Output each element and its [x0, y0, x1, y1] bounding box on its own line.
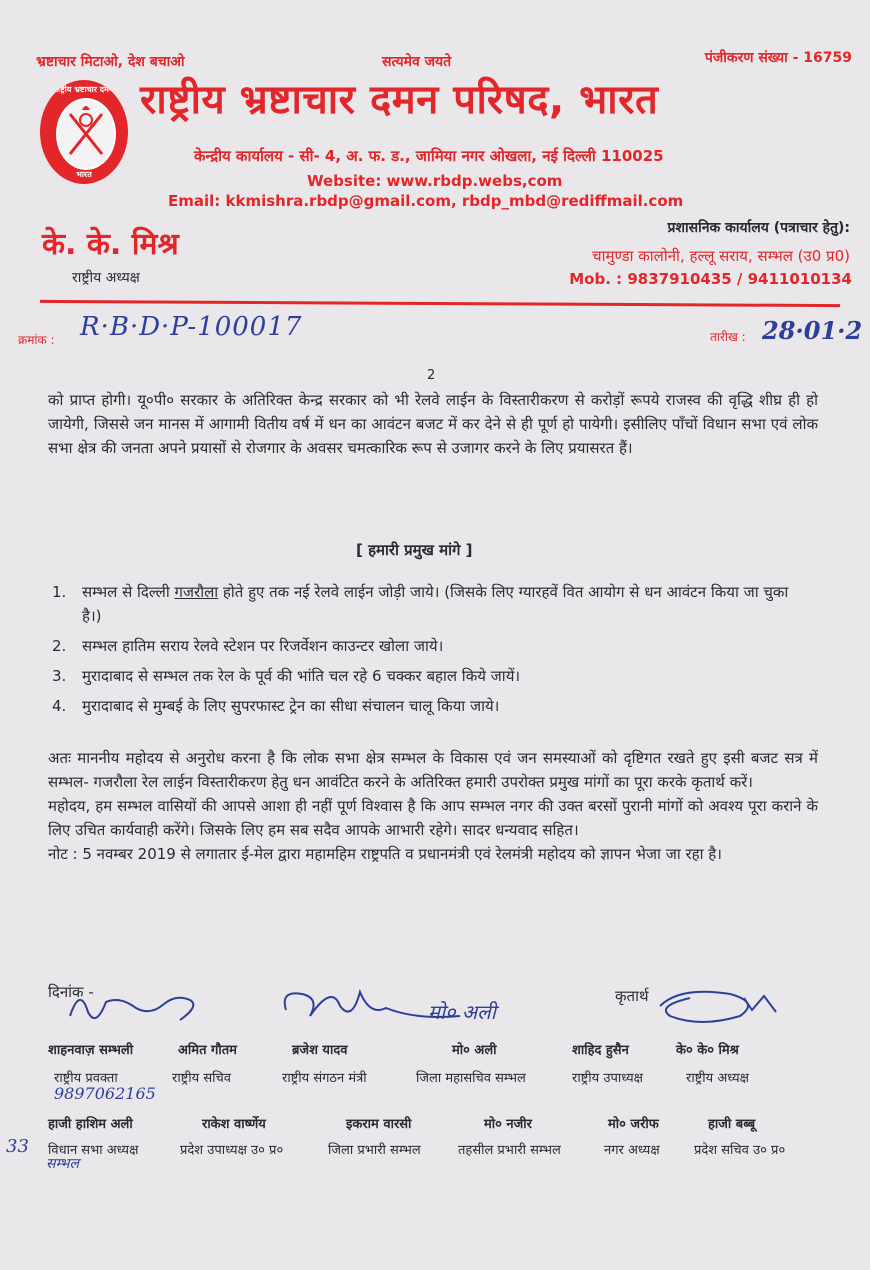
paragraph-2: अतः माननीय महोदय से अनुरोध करना है कि लोक सभा क्षेत्र सम्भल के विकास एवं जन समस्याओं को दृष्टिगत रखते हुए इसी बजट सत्र में सम्भल- गजरौला रेल लाईन विस्तारीकरण हेतु धन आवंटित करने के अतिरिक्त हमारी उपरोक्त प्रमुख मांगों का पूरा करके कृतार्थ करें। [48, 749, 818, 791]
list-text: मुरादाबाद से सम्भल तक रेल के पूर्व की भांति चल रहे 6 चक्कर बहाल किये जायें। [82, 667, 521, 685]
list-item [52, 634, 812, 658]
signatory-title: राष्ट्रीय सचिव [172, 1071, 231, 1086]
list-text: मुरादाबाद से मुम्बई के लिए सुपरफास्ट ट्रेन का सीधा संचालन चालू किया जाये। [82, 697, 500, 715]
organization-name: राष्ट्रीय भ्रष्टाचार दमन परिषद, भारत [140, 77, 659, 123]
signatory-name: हाजी हाशिम अली [48, 1117, 133, 1132]
list-item [52, 664, 812, 688]
signatory-title: प्रदेश उपाध्यक्ष उ० प्र० [180, 1143, 284, 1158]
signatory-title: राष्ट्रीय संगठन मंत्री [282, 1071, 367, 1086]
seal-inner [56, 98, 116, 170]
header-divider [40, 300, 840, 307]
organization-seal [40, 80, 128, 184]
date-label: तारीख : [710, 330, 746, 344]
signature-1 [70, 998, 193, 1020]
signatory-title: तहसील प्रभारी सम्भल [458, 1143, 561, 1158]
paragraph-3: महोदय, हम सम्भल वासियों की आपसे आशा ही नहीं पूर्ण विश्वास है कि आप सम्भल नगर की उक्त बरसों पुरानी मांगों को अवश्य पूरा कराने के लिए उचित कार्यवाही करेंगे। जिसके लिए हम सब सदैव आपके आभारी रहेगे। सादर धन्यवाद सहित। [48, 797, 818, 839]
slogan: भ्रष्टाचार मिटाओ, देश बचाओ [36, 54, 185, 70]
signatory-name: अमित गौतम [178, 1043, 237, 1058]
date-value: 28·01·2 [762, 316, 863, 345]
handwritten-number: 33 [6, 1136, 29, 1157]
registration-number: पंजीकरण संख्या - 16759 [704, 50, 852, 66]
signatory-name: मो० जरीफ [608, 1117, 659, 1132]
handwritten-phone: 9897062165 [54, 1084, 156, 1103]
signatory-title: जिला महासचिव सम्भल [416, 1071, 526, 1086]
signatory-name: के० के० मिश्र [676, 1043, 739, 1058]
list-text: सम्भल हातिम सराय रेलवे स्टेशन पर रिजर्वेशन काउन्टर खोला जाये। [82, 637, 444, 655]
signatory-title: नगर अध्यक्ष [604, 1143, 660, 1158]
seal-top-text: राष्ट्रीय भ्रष्टाचार दमन [54, 85, 114, 94]
signatory-name: ब्रजेश यादव [292, 1043, 348, 1058]
signatory-title: प्रदेश सचिव उ० प्र० [694, 1143, 786, 1158]
reference-label: क्रमांक : [18, 333, 55, 347]
admin-office-address: चामुण्डा कालोनी, हल्लू सराय, सम्भल (उ0 प्र0) [592, 247, 850, 265]
demands-list [52, 580, 812, 718]
list-number: 4. [52, 697, 67, 715]
list-number: 1. [52, 583, 67, 601]
list-item [52, 694, 812, 718]
paragraph-1: को प्राप्त होगी। यू०पी० सरकार के अतिरिक्त केन्द्र सरकार को भी रेलवे लाईन के विस्तारीकरण से करोड़ों रूपये राजस्व की वृद्धि शीघ्र ही हो जायेगी, जिससे जन मानस में आगामी वितीय वर्ष में धन का आवंटन बजट में कर देने से ही पूर्ण हो पायेगी। इसीलिए पाँचों विधान सभा एवं लोक सभा क्षेत्र की जनता अपने प्रयासों से रोजगार के अवसर चमत्कारिक रूप से उजागर करने के लिए प्रयासरत हैं। [48, 391, 818, 457]
email: Email: kkmishra.rbdp@gmail.com, rbdp_mbd@rediffmail.com [168, 192, 684, 210]
signatory-title: जिला प्रभारी सम्भल [328, 1143, 421, 1158]
page-number: 2 [427, 368, 436, 383]
note: नोट : 5 नवम्बर 2019 से लगातार ई-मेल द्वारा महामहिम राष्ट्रपति व प्रधानमंत्री एवं रेलमंत्री महोदय को ज्ञापन भेजा जा रहा है। [48, 845, 722, 863]
signatory-title: विधान सभा अध्यक्ष [48, 1143, 139, 1158]
date-field-label: दिनांक - [48, 983, 94, 1001]
president-name: के. के. मिश्र [42, 227, 179, 262]
handwritten-place: सम्भल [46, 1156, 79, 1172]
crossed-swords-icon [58, 100, 114, 168]
signatory-title: राष्ट्रीय प्रवक्ता [54, 1071, 118, 1086]
underlined-text: गजरौला [174, 583, 219, 601]
text-part: होते हुए तक नई रेलवे लाईन जोड़ी जाये। (जिसके लिए ग्यारहवें वित आयोग से धन आवंटन किया जा चुका है।) [82, 583, 789, 625]
body-paragraphs [48, 746, 818, 866]
central-office-address: केन्द्रीय कार्यालय - सी- 4, अ. फ. ड., जामिया नगर ओखला, नई दिल्ली 110025 [194, 147, 664, 165]
signatory-name: राकेश वार्ष्णेय [202, 1117, 266, 1132]
seal-bottom-text: भारत [76, 170, 92, 179]
demands-heading: [ हमारी प्रमुख मांगे ] [356, 541, 473, 559]
grateful-label: कृतार्थ [615, 987, 649, 1005]
signatory-name: मो० नजीर [484, 1117, 532, 1132]
signatory-name: इकराम वारसी [346, 1117, 412, 1132]
website: Website: www.rbdp.webs,com [307, 172, 563, 190]
list-text [82, 580, 812, 628]
signatory-title: राष्ट्रीय उपाध्यक्ष [572, 1071, 643, 1086]
signature-3 [660, 992, 776, 1022]
text-part: सम्भल से दिल्ली [82, 583, 175, 601]
signatory-name: मो० अली [452, 1043, 497, 1058]
reference-number: R·B·D·P-100017 [80, 312, 303, 342]
list-item [52, 580, 812, 628]
signatory-name: शाहिद हुसैन [572, 1043, 629, 1058]
list-number: 2. [52, 637, 67, 655]
signatory-title: राष्ट्रीय अध्यक्ष [686, 1071, 749, 1086]
list-number: 3. [52, 667, 67, 685]
signatory-name: हाजी बब्बू [708, 1117, 756, 1132]
mobile-numbers: Mob. : 9837910435 / 9411010134 [569, 270, 852, 288]
handwritten-name: मो० अली [428, 1000, 496, 1024]
motto: सत्यमेव जयते [382, 54, 452, 70]
admin-office-title: प्रशासनिक कार्यालय (पत्राचार हेतु): [667, 220, 850, 236]
signatory-name: शाहनवाज़ सम्भली [48, 1043, 134, 1058]
president-title: राष्ट्रीय अध्यक्ष [72, 270, 140, 286]
